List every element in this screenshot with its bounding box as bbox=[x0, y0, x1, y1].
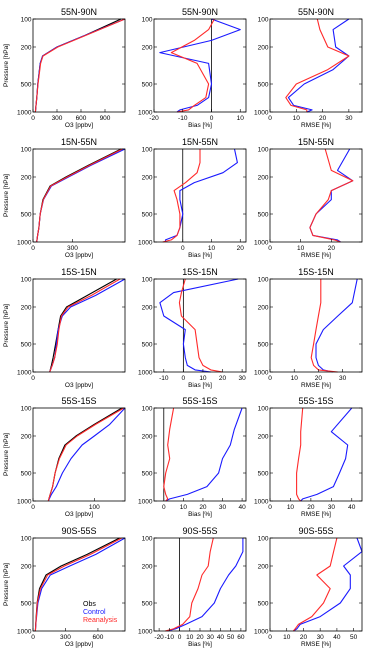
y-tick-label: 200 bbox=[257, 304, 269, 312]
y-tick-label: 1000 bbox=[138, 369, 153, 377]
x-tick-label: -10 bbox=[164, 634, 175, 641]
chart-panel-r0c1 bbox=[138, 7, 246, 129]
y-tick-label: 1000 bbox=[138, 109, 153, 117]
chart-panel-r4c1 bbox=[138, 526, 246, 648]
x-tick-label: 10 bbox=[297, 245, 305, 252]
x-tick-label: 300 bbox=[60, 634, 71, 641]
y-tick-label: 200 bbox=[141, 563, 153, 571]
y-tick-label: 200 bbox=[141, 174, 153, 182]
y-tick-label: 200 bbox=[257, 433, 269, 441]
y-axis-label: Pressure [hPa] bbox=[3, 174, 10, 217]
panel-title: 55N-90N bbox=[297, 7, 335, 17]
series-line-control bbox=[293, 538, 362, 631]
series-line-reanalysis bbox=[163, 149, 200, 242]
panel-frame bbox=[33, 279, 125, 372]
x-tick-label: 30 bbox=[339, 375, 347, 382]
series-line-reanalysis bbox=[311, 279, 338, 372]
y-tick-label: 500 bbox=[141, 341, 153, 349]
legend bbox=[83, 601, 118, 624]
x-axis-label: O3 [ppbv] bbox=[64, 641, 94, 648]
x-tick-label: 20 bbox=[196, 634, 204, 641]
y-tick-label: 100 bbox=[257, 535, 269, 543]
y-tick-label: 500 bbox=[20, 600, 32, 608]
y-tick-label: 200 bbox=[257, 174, 269, 182]
chart-panel-r1c2 bbox=[254, 137, 362, 259]
x-tick-label: 0 bbox=[31, 115, 35, 122]
series-line-reanalysis bbox=[164, 408, 174, 501]
series-line-control bbox=[167, 538, 243, 631]
x-tick-label: 20 bbox=[218, 375, 227, 382]
x-axis-label: Bias [%] bbox=[188, 382, 212, 389]
panel-frame bbox=[154, 279, 246, 372]
x-tick-label: 0 bbox=[31, 634, 35, 641]
panel-title: 15N-55N bbox=[181, 137, 219, 147]
y-tick-label: 500 bbox=[141, 470, 153, 478]
x-tick-label: 0 bbox=[268, 115, 272, 122]
panel-title: 55S-15S bbox=[61, 396, 97, 406]
x-tick-label: -10 bbox=[178, 115, 188, 122]
x-tick-label: 900 bbox=[99, 115, 111, 122]
y-tick-label: 200 bbox=[141, 44, 153, 52]
y-tick-label: 1000 bbox=[17, 109, 32, 117]
x-tick-label: 20 bbox=[318, 115, 327, 122]
y-tick-label: 500 bbox=[20, 470, 32, 478]
x-axis-label: RMSE [%] bbox=[301, 122, 331, 129]
x-axis-label: O3 [ppbv] bbox=[64, 122, 94, 129]
y-tick-label: 500 bbox=[257, 600, 269, 608]
x-tick-label: 30 bbox=[327, 504, 335, 511]
x-tick-label: 10 bbox=[292, 115, 300, 122]
x-tick-label: 0 bbox=[177, 634, 182, 641]
x-tick-label: 60 bbox=[237, 634, 245, 641]
x-tick-label: 10 bbox=[207, 245, 216, 252]
panel-frame bbox=[270, 19, 362, 112]
series-line-reanalysis bbox=[293, 538, 337, 631]
x-axis-label: RMSE [%] bbox=[301, 382, 331, 389]
x-tick-label: 0 bbox=[180, 245, 185, 252]
x-tick-label: 0 bbox=[268, 245, 272, 252]
y-tick-label: 100 bbox=[20, 276, 32, 284]
x-tick-label: 20 bbox=[299, 634, 308, 641]
y-axis-label: Pressure [hPa] bbox=[3, 433, 10, 476]
x-tick-label: 10 bbox=[236, 115, 244, 122]
chart-panel-r3c1 bbox=[138, 396, 246, 518]
series-line-reanalysis bbox=[297, 408, 303, 501]
y-tick-label: 200 bbox=[257, 563, 269, 571]
x-tick-label: 40 bbox=[238, 504, 246, 511]
panel-title: 55S-15S bbox=[298, 396, 334, 406]
series-line-obs bbox=[35, 19, 121, 112]
y-tick-label: 500 bbox=[20, 211, 32, 219]
x-axis-label: O3 [ppbv] bbox=[64, 252, 94, 259]
y-tick-label: 1000 bbox=[254, 239, 269, 247]
chart-panel-r2c2 bbox=[254, 267, 362, 389]
x-tick-label: 40 bbox=[348, 504, 356, 511]
panel-title: 55N-90N bbox=[60, 7, 98, 17]
series-line-control bbox=[48, 408, 125, 501]
y-tick-label: 500 bbox=[257, 341, 269, 349]
y-tick-label: 500 bbox=[257, 81, 269, 89]
series-line-reanalysis bbox=[165, 538, 213, 631]
y-tick-label: 500 bbox=[20, 81, 32, 89]
x-axis-label: Bias [%] bbox=[188, 252, 212, 259]
y-tick-label: 100 bbox=[141, 535, 153, 543]
x-tick-label: 20 bbox=[307, 504, 315, 511]
series-line-reanalysis bbox=[50, 279, 120, 372]
x-axis-label: RMSE [%] bbox=[301, 252, 331, 259]
panel-frame bbox=[270, 408, 362, 501]
y-tick-label: 1000 bbox=[138, 628, 153, 636]
chart-panel-r3c2 bbox=[254, 396, 362, 518]
y-tick-label: 1000 bbox=[138, 498, 153, 506]
legend-item-reanalysis: Reanalysis bbox=[83, 617, 118, 624]
x-tick-label: 30 bbox=[206, 634, 214, 641]
chart-panel-r1c1 bbox=[138, 137, 246, 259]
y-tick-label: 100 bbox=[257, 146, 269, 154]
y-tick-label: 500 bbox=[257, 470, 269, 478]
series-line-control bbox=[288, 19, 349, 112]
panel-title: 55S-15S bbox=[182, 396, 218, 406]
x-tick-label: 0 bbox=[31, 504, 35, 511]
y-tick-label: 200 bbox=[257, 44, 269, 52]
x-tick-label: 30 bbox=[345, 115, 353, 122]
series-line-reanalysis bbox=[35, 19, 125, 112]
series-line-control bbox=[37, 149, 125, 242]
series-line-control bbox=[160, 19, 241, 112]
x-tick-label: 0 bbox=[268, 634, 272, 641]
x-axis-label: RMSE [%] bbox=[301, 511, 331, 518]
y-tick-label: 200 bbox=[20, 174, 32, 182]
y-tick-label: 100 bbox=[257, 405, 269, 413]
y-tick-label: 200 bbox=[20, 563, 32, 571]
y-tick-label: 200 bbox=[20, 304, 32, 312]
x-tick-label: 0 bbox=[209, 115, 214, 122]
x-tick-label: 10 bbox=[283, 634, 291, 641]
y-tick-label: 200 bbox=[20, 433, 32, 441]
chart-panel-r3c0 bbox=[3, 396, 125, 518]
panel-title: 90S-55S bbox=[61, 526, 97, 536]
series-line-reanalysis bbox=[286, 19, 349, 112]
series-line-control bbox=[50, 279, 125, 372]
x-tick-label: 20 bbox=[199, 504, 207, 511]
series-line-control bbox=[166, 149, 238, 242]
x-tick-label: 600 bbox=[75, 115, 87, 122]
series-line-control bbox=[310, 149, 353, 242]
x-tick-label: 0 bbox=[268, 504, 272, 511]
y-tick-label: 500 bbox=[20, 341, 32, 349]
y-tick-label: 100 bbox=[20, 405, 32, 413]
chart-panel-r1c0 bbox=[3, 137, 125, 259]
chart-panel-r4c2 bbox=[254, 526, 362, 648]
x-tick-label: 600 bbox=[92, 634, 104, 641]
panel-frame bbox=[270, 538, 362, 631]
x-tick-label: 30 bbox=[238, 375, 246, 382]
y-tick-label: 1000 bbox=[138, 239, 153, 247]
series-line-control bbox=[35, 19, 125, 112]
x-axis-label: O3 [ppbv] bbox=[64, 382, 94, 389]
y-tick-label: 200 bbox=[141, 304, 153, 312]
y-tick-label: 500 bbox=[257, 211, 269, 219]
series-line-control bbox=[166, 408, 242, 501]
x-tick-label: 0 bbox=[31, 375, 35, 382]
x-tick-label: 10 bbox=[199, 375, 207, 382]
chart-panel-r0c0 bbox=[3, 7, 125, 129]
y-tick-label: 500 bbox=[141, 211, 153, 219]
panel-frame bbox=[270, 149, 362, 242]
x-tick-label: 50 bbox=[350, 634, 358, 641]
panel-title: 15N-55N bbox=[60, 137, 98, 147]
x-tick-label: -20 bbox=[154, 634, 164, 641]
panel-title: 90S-55S bbox=[182, 526, 218, 536]
panel-title: 15S-15N bbox=[298, 267, 334, 277]
legend-item-obs: Obs bbox=[83, 601, 96, 608]
y-tick-label: 100 bbox=[20, 535, 32, 543]
x-tick-label: 10 bbox=[290, 375, 298, 382]
x-tick-label: 0 bbox=[181, 375, 186, 382]
y-tick-label: 500 bbox=[141, 600, 153, 608]
x-tick-label: 0 bbox=[31, 245, 35, 252]
panel-title: 15N-55N bbox=[297, 137, 335, 147]
series-line-obs bbox=[48, 408, 122, 501]
chart-panel-r2c0 bbox=[3, 267, 125, 389]
chart-panel-r2c1 bbox=[138, 267, 246, 389]
x-axis-label: Bias [%] bbox=[188, 641, 212, 648]
chart-panel-r0c2 bbox=[254, 7, 362, 129]
panel-frame bbox=[154, 408, 246, 501]
x-tick-label: 20 bbox=[236, 245, 244, 252]
panel-frame bbox=[33, 408, 125, 501]
y-axis-label: Pressure [hPa] bbox=[3, 44, 10, 87]
y-tick-label: 1000 bbox=[254, 109, 269, 117]
y-axis-label: Pressure [hPa] bbox=[3, 304, 10, 347]
x-tick-label: 40 bbox=[216, 634, 225, 641]
panel-title: 15S-15N bbox=[182, 267, 218, 277]
y-tick-label: 1000 bbox=[254, 369, 269, 377]
legend-item-control: Control bbox=[83, 609, 106, 616]
x-tick-label: 50 bbox=[227, 634, 235, 641]
y-tick-label: 100 bbox=[20, 16, 32, 24]
y-tick-label: 200 bbox=[20, 44, 32, 52]
x-tick-label: 30 bbox=[218, 504, 227, 511]
y-tick-label: 1000 bbox=[17, 628, 32, 636]
series-line-control bbox=[316, 279, 357, 372]
panel-frame bbox=[33, 149, 125, 242]
panel-frame bbox=[33, 19, 125, 112]
y-tick-label: 100 bbox=[257, 16, 269, 24]
y-tick-label: 1000 bbox=[17, 498, 32, 506]
series-line-reanalysis bbox=[37, 149, 123, 242]
panel-title: 15S-15N bbox=[61, 267, 97, 277]
x-axis-label: RMSE [%] bbox=[301, 641, 331, 648]
x-tick-label: 40 bbox=[333, 634, 341, 641]
y-tick-label: 1000 bbox=[17, 239, 32, 247]
x-tick-label: 20 bbox=[314, 375, 323, 382]
y-tick-label: 100 bbox=[141, 146, 153, 154]
x-tick-label: -10 bbox=[159, 375, 169, 382]
x-axis-label: Bias [%] bbox=[188, 122, 212, 129]
x-tick-label: 100 bbox=[88, 504, 100, 511]
x-tick-label: 0 bbox=[268, 375, 272, 382]
x-tick-label: 10 bbox=[186, 634, 194, 641]
panel-title: 90S-55S bbox=[298, 526, 334, 536]
series-line-obs bbox=[37, 149, 121, 242]
y-tick-label: 100 bbox=[141, 276, 153, 284]
panel-title: 55N-90N bbox=[181, 7, 219, 17]
y-tick-label: 200 bbox=[141, 433, 153, 441]
y-tick-label: 1000 bbox=[17, 369, 32, 377]
x-tick-label: 10 bbox=[179, 504, 187, 511]
y-tick-label: 100 bbox=[257, 276, 269, 284]
y-tick-label: 100 bbox=[141, 16, 153, 24]
x-axis-label: Bias [%] bbox=[188, 511, 212, 518]
x-tick-label: 0 bbox=[161, 504, 166, 511]
series-line-control bbox=[301, 408, 352, 501]
chart-panel-r4c0 bbox=[3, 526, 125, 648]
y-axis-label: Pressure [hPa] bbox=[3, 563, 10, 606]
y-tick-label: 500 bbox=[141, 81, 153, 89]
x-tick-label: 300 bbox=[66, 245, 78, 252]
y-tick-label: 1000 bbox=[254, 628, 269, 636]
x-tick-label: 20 bbox=[327, 245, 335, 252]
x-axis-label: O3 [ppbv] bbox=[64, 511, 94, 518]
x-tick-label: 300 bbox=[51, 115, 63, 122]
x-tick-label: 30 bbox=[316, 634, 324, 641]
x-tick-label: -20 bbox=[149, 115, 159, 122]
y-tick-label: 1000 bbox=[254, 498, 269, 506]
y-tick-label: 100 bbox=[141, 405, 153, 413]
y-tick-label: 100 bbox=[20, 146, 32, 154]
x-tick-label: 10 bbox=[286, 504, 295, 511]
